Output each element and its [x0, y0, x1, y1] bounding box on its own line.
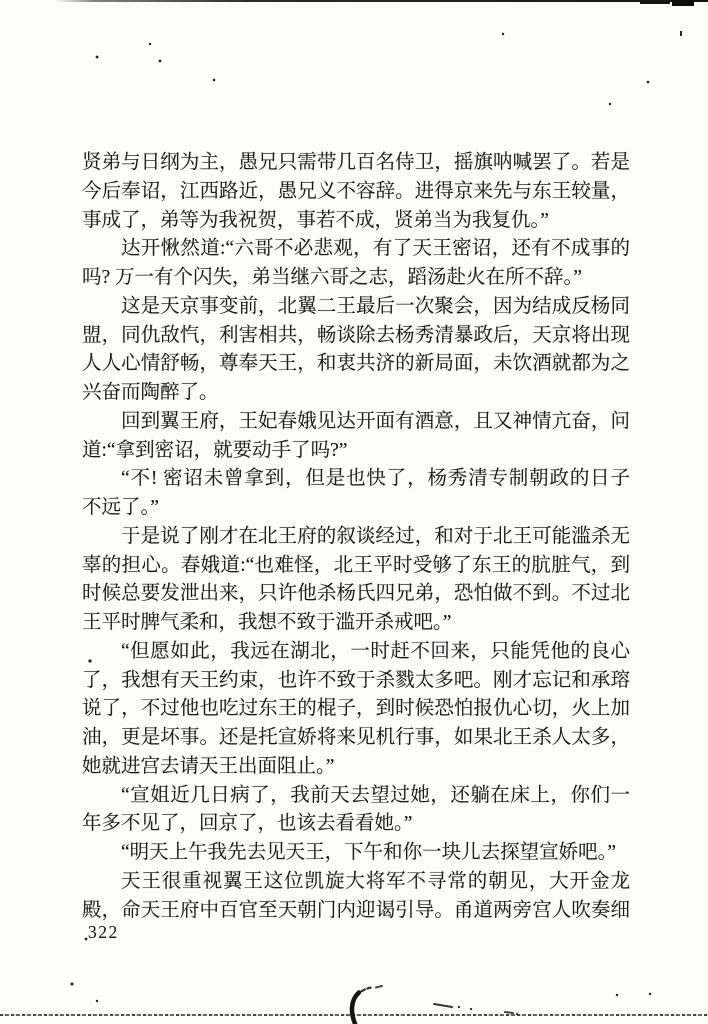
text-line: 不远了。” [82, 497, 159, 518]
text-line: 王平时脾气柔和，我想不致于滥开杀戒吧。” [82, 612, 452, 633]
text-line: “宣姐近几日病了，我前天去望过她，还躺在床上，你们一 [121, 784, 630, 806]
text-line: 殿，命天王府中百官至天朝门内迎谒引导。甬道两旁宫人吹奏细 [82, 899, 630, 921]
text-line: 天王很重视翼王这位凯旋大将军不寻常的朝见，大开金龙 [121, 870, 630, 892]
text-line: 今后奉诏，江西路近，愚兄义不容辞。进得京来先与东王较量， [82, 180, 630, 202]
text-line: 兴奋而陶醉了。 [82, 382, 219, 403]
text-line: 回到翼王府，王妃春娥见达开面有酒意，且又神情亢奋，问 [121, 410, 630, 432]
page-text [82, 149, 630, 925]
text-line: 事成了，弟等为我祝贺，事若不成，贤弟当为我复仇。” [82, 209, 549, 231]
text-line: 时候总要发泄出来，只许他杀杨氏四兄弟，恐怕做不到。不过北 [82, 583, 630, 605]
page-number: 322 [88, 922, 119, 942]
text-line: 达开愀然道:“六哥不必悲观，有了天王密诏，还有不成事的 [121, 238, 630, 260]
text-line: 于是说了刚才在北王府的叙谈经过，和对于北王可能滥杀无 [121, 525, 630, 547]
text-line: 吗? 万一有个闪失，弟当继六哥之志，蹈汤赴火在所不辞。” [82, 267, 582, 288]
scan-bottom-noise-line [0, 1014, 708, 1016]
text-line: “明天上午我先去见天王，下午和你一块儿去探望宣娇吧。” [121, 842, 617, 863]
text-line: 人人心情舒畅，尊奉天王，和衷共济的新局面，未饮酒就都为之 [82, 353, 630, 375]
text-line: 辜的担心。春娥道:“也难怪，北王平时受够了东王的肮脏气，到 [82, 554, 630, 576]
text-line: “不! 密诏未曾拿到，但是也快了，杨秀清专制朝政的日子 [121, 468, 630, 490]
scan-top-edge-mark [672, 0, 694, 6]
text-line: 道:“拿到密诏，就要动手了吗?” [82, 439, 348, 461]
text-line: 年多不见了，回京了，也该去看看她。” [82, 813, 413, 835]
scan-top-edge-mark [640, 0, 670, 4]
ink-curve-mark [352, 986, 513, 1024]
text-line: 她就进宫去请天王出面阻止。” [82, 755, 335, 777]
scan-top-edge-line [55, 0, 708, 2]
text-line: “但愿如此，我远在湖北，一时赶不回来，只能凭他的良心 [121, 640, 630, 662]
text-line: 了，我想有天王约束，也许不致于杀戮太多吧。刚才忘记和承瑢 [82, 669, 630, 691]
text-line: 贤弟与日纲为主，愚兄只需带几百名侍卫，摇旗呐喊罢了。若是 [82, 152, 630, 173]
text-line: 盟，同仇敌忾，利害相共，畅谈除去杨秀清暴政后，天京将出现 [82, 324, 630, 346]
text-line: 油，更是坏事。还是托宣娇将来见机行事，如果北王杀人太多， [82, 727, 630, 748]
text-line: 这是天京事变前，北翼二王最后一次聚会，因为结成反杨同 [121, 295, 630, 317]
text-line: 说了，不过他也吃过东王的棍子，到时候恐怕报仇心切，火上加 [82, 698, 630, 720]
